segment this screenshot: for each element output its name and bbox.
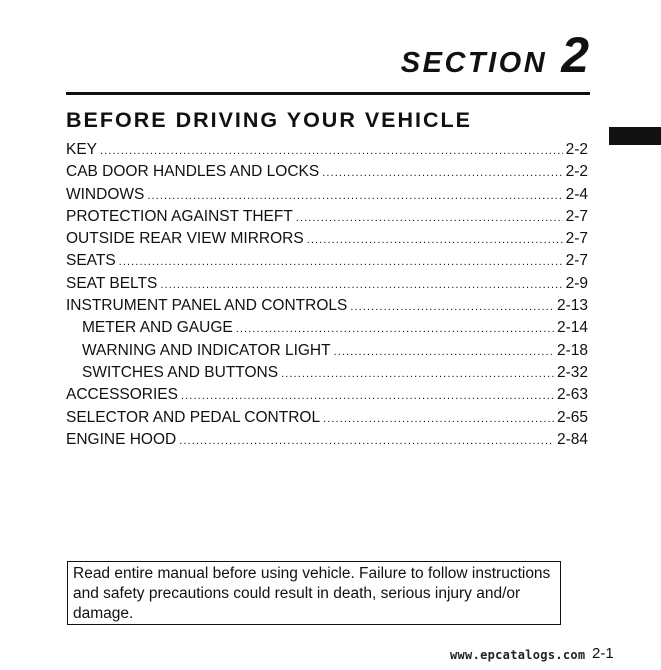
page-number: 2-1 [592,645,614,662]
toc-entry[interactable] [66,252,588,274]
section-tab-marker [609,127,661,145]
toc-entry-page: 2-9 [565,274,588,292]
toc-entry-page: 2-13 [556,297,588,315]
toc-entry-title: WARNING AND INDICATOR LIGHT [82,341,331,359]
toc-entry-page: 2-65 [556,408,588,426]
dot-leader [323,413,554,425]
dot-leader [281,368,554,380]
dot-leader [236,323,554,335]
toc-entry-title: PROTECTION AGAINST THEFT [66,207,293,225]
toc-entry-title: ACCESSORIES [66,386,178,404]
toc-entry[interactable] [66,386,588,408]
toc-entry-page: 2-7 [565,230,588,248]
toc-subentry[interactable] [66,319,588,341]
dot-leader [147,190,562,202]
dot-leader [334,346,554,358]
section-number: 2 [561,27,589,83]
dot-leader [322,167,562,179]
toc-entry-page: 2-84 [556,430,588,448]
toc-entry[interactable] [66,297,588,319]
toc-entry-title: WINDOWS [66,185,145,203]
toc-entry[interactable] [66,230,588,252]
toc-entry-page: 2-2 [565,163,588,181]
toc-entry-page: 2-4 [565,185,588,203]
toc-entry[interactable] [66,275,588,297]
toc-entry[interactable] [66,186,588,208]
toc-entry-page: 2-7 [565,252,588,270]
toc-entry-page: 2-14 [556,319,588,337]
dot-leader [119,256,563,268]
toc-entry-page: 2-2 [565,141,588,158]
toc-entry[interactable] [66,163,588,185]
dot-leader [181,390,554,402]
toc-entry-title: OUTSIDE REAR VIEW MIRRORS [66,230,304,248]
toc-entry-title: SWITCHES AND BUTTONS [82,363,279,381]
toc-entry[interactable] [66,431,588,453]
section-label: SECTION [400,47,548,79]
toc-entry-title: SEAT BELTS [66,274,158,292]
table-of-contents [66,141,588,453]
dot-leader [160,279,562,291]
safety-warning-box: Read entire manual before using vehicle. Failure to follow instructions and safety precautions could result in death, serious injury and/or damage. [67,561,561,625]
dot-leader [296,212,563,224]
dot-leader [350,301,554,313]
toc-subentry[interactable] [66,342,588,364]
toc-subentry[interactable] [66,364,588,386]
page-title: BEFORE DRIVING YOUR VEHICLE [66,108,473,132]
toc-entry[interactable] [66,141,588,163]
toc-entry-title: SEATS [66,252,116,270]
toc-entry-page: 2-32 [556,363,588,381]
toc-entry-title: CAB DOOR HANDLES AND LOCKS [66,163,320,181]
toc-entry-title: KEY [66,141,98,158]
header-rule [66,92,590,95]
toc-entry[interactable] [66,208,588,230]
toc-entry-page: 2-7 [565,207,588,225]
toc-entry-title: INSTRUMENT PANEL AND CONTROLS [66,297,348,315]
dot-leader [307,234,563,246]
toc-entry-title: ENGINE HOOD [66,430,177,448]
toc-entry-title: SELECTOR AND PEDAL CONTROL [66,408,321,426]
dot-leader [179,435,554,447]
toc-entry[interactable] [66,409,588,431]
toc-entry-page: 2-18 [556,341,588,359]
toc-entry-title: METER AND GAUGE [82,319,233,337]
watermark-url[interactable]: www.epcatalogs.com [450,648,586,662]
section-header [400,27,589,83]
dot-leader [100,145,563,157]
toc-entry-page: 2-63 [556,386,588,404]
